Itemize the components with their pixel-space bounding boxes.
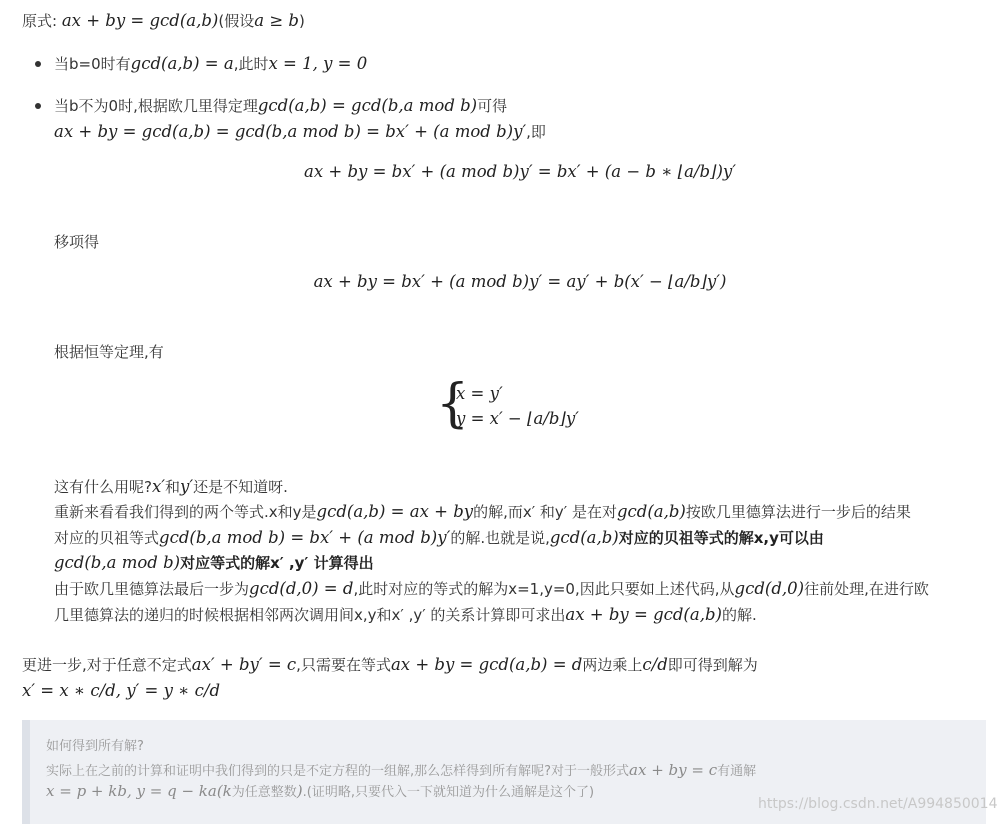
- further-line-2: x′ = x ∗ c/d, y′ = y ∗ c/d: [22, 681, 220, 700]
- identity-label: 根据恒等定理,有: [54, 343, 164, 361]
- shift-label: 移项得: [54, 233, 100, 251]
- equation-2: ax + by = bx′ + (a mod b)y′ = ay′ + b(x′ − ⌊a/b⌋y′): [313, 272, 727, 291]
- bullet-dot: [35, 61, 41, 67]
- para-line-4: gcd(b,a mod b)对应等式的解x′ ,y′ 计算得出: [54, 553, 374, 572]
- bullet-case-b-zero: 当b=0时有gcd(a,b) = a,此时x = 1, y = 0: [54, 54, 368, 73]
- equation-1: ax + by = bx′ + (a mod b)y′ = bx′ + (a − b ∗ ⌊a/b⌋)y′: [304, 162, 736, 181]
- intro-formula: ax + by = gcd(a,b): [61, 11, 219, 30]
- para-line-2: 重新来看看我们得到的两个等式.x和y是gcd(a,b) = ax + by的解,而x′ 和y′ 是在对gcd(a,b)按欧几里德算法进行一步后的结果: [54, 502, 911, 521]
- further-line-1: 更进一步,对于任意不定式ax′ + by′ = c,只需要在等式ax + by = gcd(a,b) = d两边乘上c/d即可得到解为: [22, 655, 758, 674]
- intro-line: 原式: ax + by = gcd(a,b)(假设a ≥ b): [22, 11, 305, 30]
- system-brace: {: [436, 374, 470, 434]
- para-line-3: 对应的贝祖等式gcd(b,a mod b) = bx′ + (a mod b)y′的解.也就是说,gcd(a,b)对应的贝祖等式的解x,y可以由: [54, 528, 824, 547]
- para-line-1: 这有什么用呢?x′和y′还是不知道呀.: [54, 477, 288, 496]
- bullet-dot: [35, 103, 41, 109]
- bullet-case-derivation: ax + by = gcd(a,b) = gcd(b,a mod b) = bx′ + (a mod b)y′,即: [54, 122, 546, 141]
- quote-title: 如何得到所有解?: [46, 739, 144, 754]
- watermark: https://blog.csdn.net/A994850014: [758, 796, 998, 812]
- system-row-2: y = x′ − ⌊a/b⌋y′: [456, 409, 579, 428]
- para-line-5: 由于欧几里德算法最后一步为gcd(d,0) = d,此时对应的等式的解为x=1,y=0,因此只要如上述代码,从gcd(d,0)往前处理,在进行欧: [54, 579, 929, 598]
- para-line-6: 几里德算法的递归的时候根据相邻两次调用间x,y和x′ ,y′ 的关系计算即可求出ax + by = gcd(a,b)的解.: [54, 605, 757, 624]
- assumption-formula: a ≥ b: [254, 11, 299, 30]
- quote-line-2: 实际上在之前的计算和证明中我们得到的只是不定方程的一组解,那么怎样得到所有解呢?对于一般形式ax + by = c有通解: [46, 761, 757, 779]
- system-row-1: x = y′: [456, 384, 503, 403]
- quote-line-3: x = p + kb, y = q − ka(k为任意整数).(证明略,只要代入一下就知道为什么通解是这个了): [46, 782, 595, 800]
- bullet-case-b-nonzero: 当b不为0时,根据欧几里得定理gcd(a,b) = gcd(b,a mod b)可得: [54, 96, 508, 115]
